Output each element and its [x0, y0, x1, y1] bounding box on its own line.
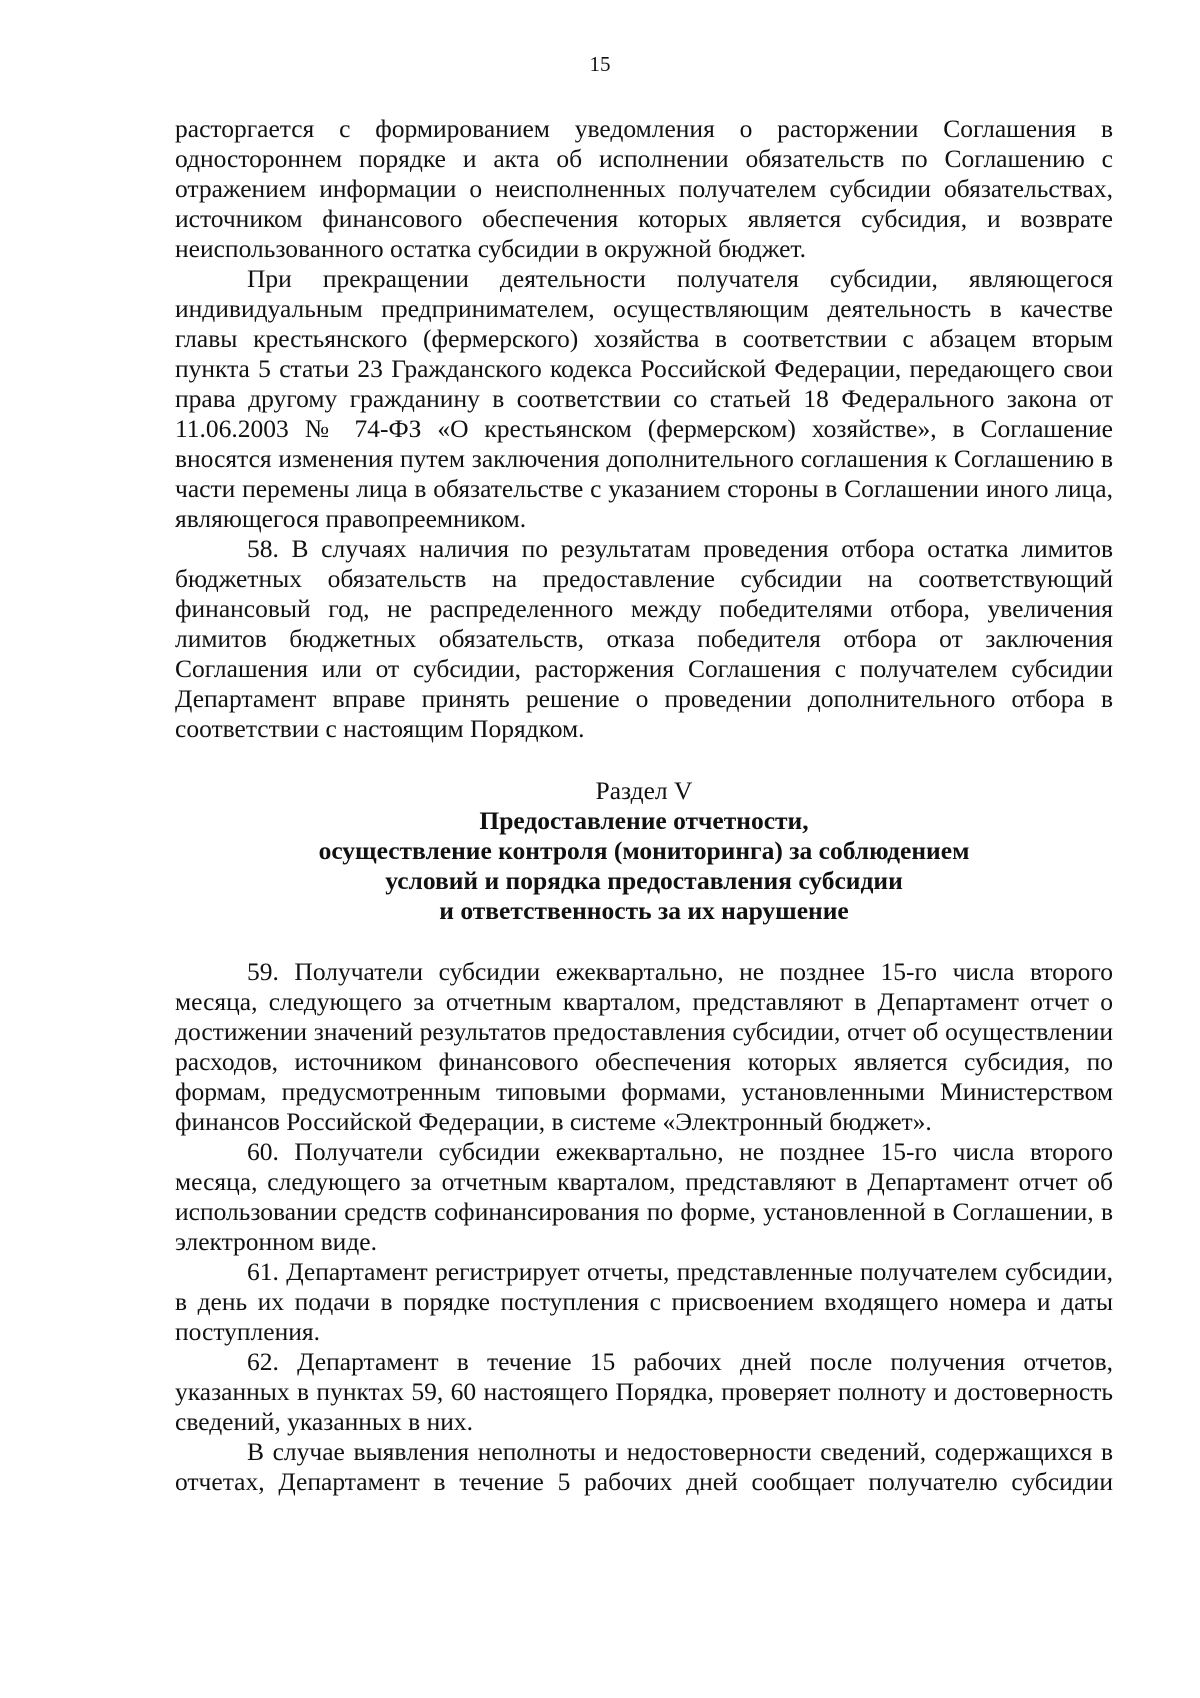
section-heading: [175, 776, 1113, 926]
document-body: [175, 114, 1113, 1497]
page-number: 15: [589, 52, 611, 76]
paragraphs-before-section: [175, 114, 1113, 744]
paragraph-59: 59. Получатели субсидии ежеквартально, не позднее 15-го числа второго месяца, следующего за отчетным кварталом, представляют в Департамент отчет о достижении значений результатов предоставления субсидии, отчет об осуществлении расходов, источником финансового обеспечения которых является субсидия, по формам, предусмотренным типовыми формами, установленными Министерством финансов Российской Федерации, в системе «Электронный бюджет».: [175, 957, 1113, 1136]
section-title-line: условий и порядка предоставления субсидии: [385, 866, 903, 895]
section-title-line: Предоставление отчетности,: [479, 806, 809, 835]
paragraph-incomplete-data: В случае выявления неполноты и недостоверности сведений, содержащихся в отчетах, Департамент в течение 5 рабочих дней сообщает получателю субсидии: [175, 1437, 1113, 1496]
paragraph-60: 60. Получатели субсидии ежеквартально, не позднее 15-го числа второго месяца, следующего за отчетным кварталом, представляют в Департамент отчет об использовании средств софинансирования по форме, установленной в Соглашении, в электронном виде.: [175, 1137, 1113, 1256]
section-label: Раздел V: [595, 776, 693, 805]
paragraph-continuation: расторгается с формированием уведомления о расторжении Соглашения в одностороннем порядке и акта об исполнении обязательств по Соглашению с отражением информации о неисполненных получателем субсидии обязательствах, источником финансового обеспечения которых является субсидия, и возврате неиспользованного остатка субсидии в окружной бюджет.: [175, 114, 1113, 263]
paragraph-61: 61. Департамент регистрирует отчеты, представленные получателем субсидии, в день их подачи в порядке поступления с присвоением входящего номера и даты поступления.: [175, 1257, 1113, 1346]
section-title-line: и ответственность за их нарушение: [439, 896, 849, 925]
paragraph-58: 58. В случаях наличия по результатам проведения отбора остатка лимитов бюджетных обязательств на предоставление субсидии на соответствующий финансовый год, не распределенного между победителями отбора, увеличения лимитов бюджетных обязательств, отказа победителя отбора от заключения Соглашения или от субсидии, расторжения Соглашения с получателем субсидии Департамент вправе принять решение о проведении дополнительного отбора в соответствии с настоящим Порядком.: [175, 534, 1113, 743]
paragraphs-after-section: [175, 957, 1113, 1497]
paragraph-succession: При прекращении деятельности получателя субсидии, являющегося индивидуальным предпринимателем, осуществляющим деятельность в качестве главы крестьянского (фермерского) хозяйства в соответствии с абзацем вторым пункта 5 статьи 23 Гражданского кодекса Российской Федерации, передающего свои права другому гражданину в соответствии со статьей 18 Федерального закона от 11.06.2003 № 74-ФЗ «О крестьянском (фермерском) хозяйстве», в Соглашение вносятся изменения путем заключения дополнительного соглашения к Соглашению в части перемены лица в обязательстве с указанием стороны в Соглашении иного лица, являющегося правопреемником.: [175, 264, 1113, 533]
section-title-line: осуществление контроля (мониторинга) за соблюдением: [318, 836, 970, 865]
paragraph-62: 62. Департамент в течение 15 рабочих дней после получения отчетов, указанных в пунктах 59, 60 настоящего Порядка, проверяет полноту и достоверность сведений, указанных в них.: [175, 1347, 1113, 1436]
